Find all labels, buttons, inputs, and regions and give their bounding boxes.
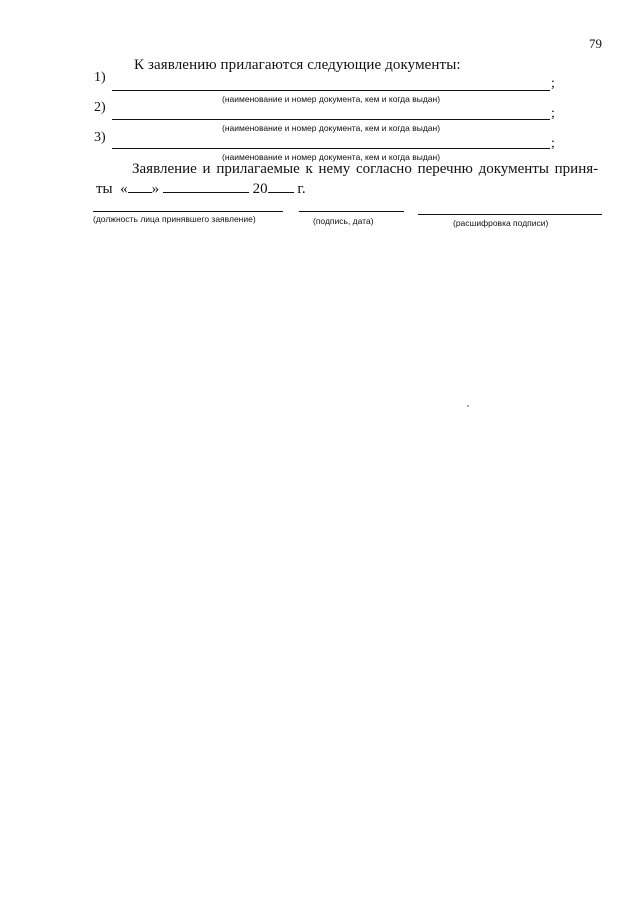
year-blank[interactable]	[268, 180, 294, 193]
item-2-semicolon: ;	[551, 106, 555, 121]
day-blank[interactable]	[128, 180, 152, 193]
page-number: 79	[589, 36, 602, 51]
acceptance-ty-text: ты «	[96, 181, 128, 197]
item-3-caption: (наименование и номер документа, кем и когда выдан)	[222, 152, 441, 162]
scan-speck	[467, 405, 469, 407]
decode-caption: (расшифровка подписи)	[453, 218, 549, 228]
item-1-semicolon: ;	[551, 76, 555, 91]
signature-date-line[interactable]	[299, 211, 404, 212]
month-blank[interactable]	[163, 180, 249, 193]
year-suffix: г.	[297, 181, 306, 197]
item-2-blank-line[interactable]	[112, 119, 550, 120]
item-1-caption: (наименование и номер документа, кем и когда выдан)	[222, 94, 441, 104]
item-1-blank-line[interactable]	[112, 90, 550, 91]
position-caption: (должность лица принявшего заявление)	[93, 214, 256, 224]
item-2-caption: (наименование и номер документа, кем и когда выдан)	[222, 123, 441, 133]
close-quote: »	[151, 181, 160, 197]
item-2-number: 2)	[94, 100, 106, 115]
acceptance-date-line	[96, 180, 306, 198]
acceptance-statement: Заявление и прилагаемые к нему согласно перечню документы приня-	[132, 161, 599, 177]
attachments-heading: К заявлению прилагаются следующие документы:	[134, 57, 461, 73]
decode-signature-line[interactable]	[418, 214, 602, 215]
item-3-number: 3)	[94, 130, 106, 145]
signature-date-caption: (подпись, дата)	[313, 216, 374, 226]
position-signature-line[interactable]	[93, 211, 283, 212]
item-1-number: 1)	[94, 70, 106, 85]
item-3-blank-line[interactable]	[112, 148, 550, 149]
item-3-semicolon: ;	[551, 136, 555, 151]
year-prefix: 20	[252, 181, 268, 197]
